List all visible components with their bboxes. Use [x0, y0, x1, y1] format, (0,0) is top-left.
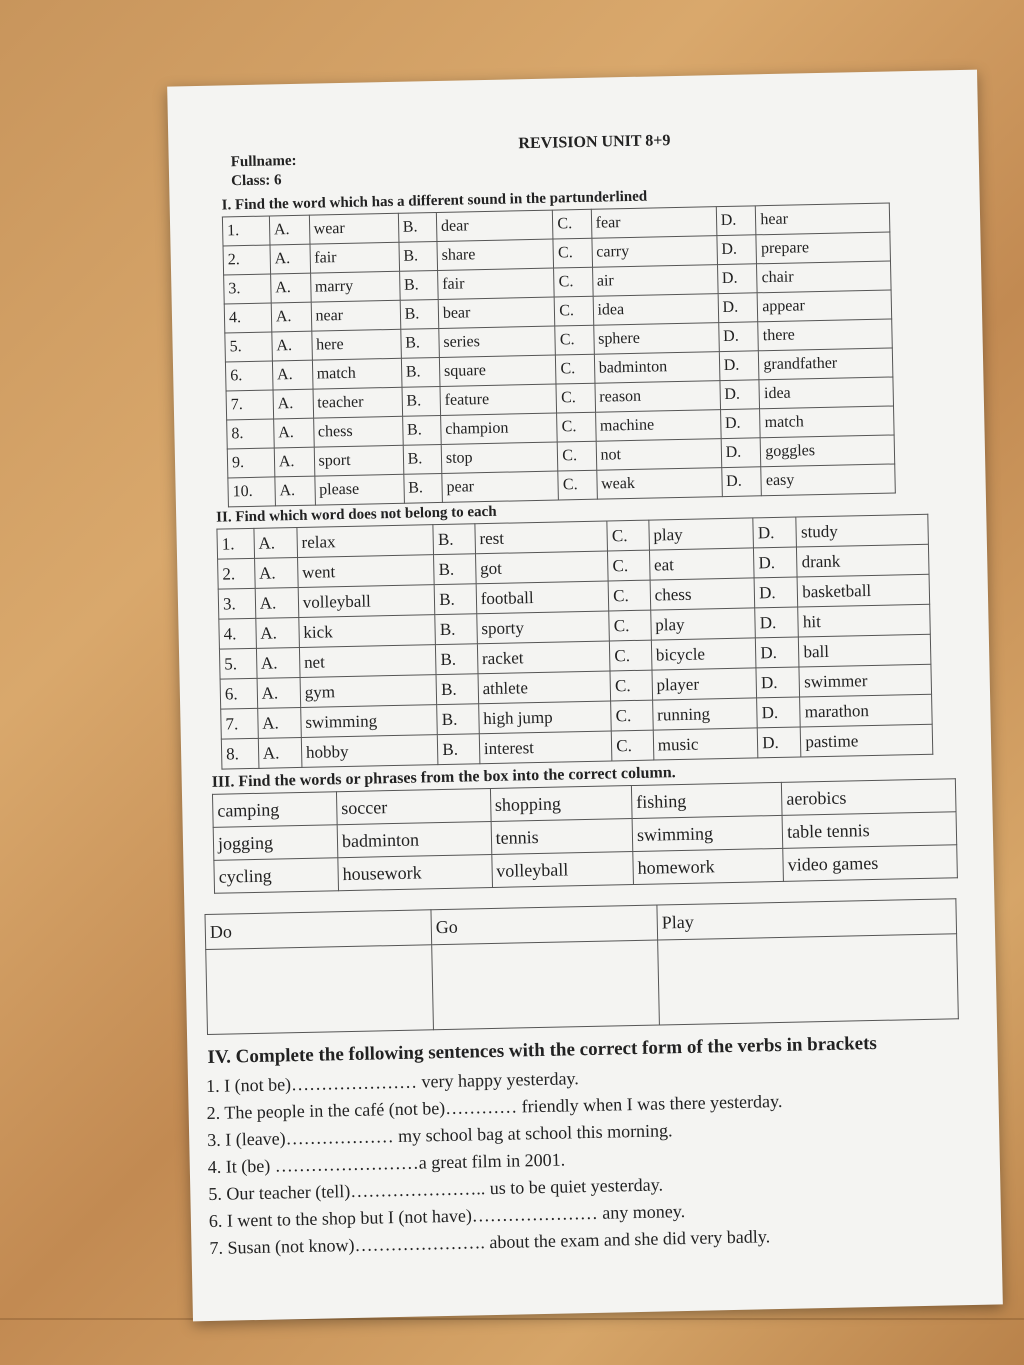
section2-cell: B.	[434, 584, 476, 615]
section2-cell: C.	[609, 610, 651, 641]
section2-cell: went	[297, 555, 434, 588]
section2-cell: A.	[254, 527, 298, 558]
section2-cell: D.	[756, 667, 800, 698]
section1-cell: bear	[438, 297, 555, 328]
column-go: Go	[431, 905, 658, 945]
section2-cell: relax	[297, 525, 434, 558]
section2-cell: study	[796, 514, 928, 547]
section2-cell: 7.	[221, 708, 258, 739]
section2-cell: D.	[755, 607, 799, 638]
section1-cell: stop	[441, 442, 558, 473]
answer-cell-go[interactable]	[432, 940, 660, 1030]
section1-cell: weak	[596, 468, 722, 500]
column-do: Do	[205, 910, 432, 950]
section1-cell: B.	[398, 213, 437, 243]
sentence-item: 5. Our teacher (tell)………………….. us to be quiet yesterday.	[208, 1174, 664, 1204]
section1-cell: A.	[275, 476, 315, 506]
section1-cell: grandfather	[759, 348, 893, 380]
section2-cell: rest	[475, 521, 608, 554]
section2-cell: sporty	[477, 611, 610, 644]
section1-cell: carry	[592, 236, 718, 268]
word-box-cell: homework	[633, 848, 784, 884]
section1-cell: pear	[442, 471, 559, 502]
section2-cell: D.	[753, 517, 797, 548]
section1-cell: A.	[272, 360, 312, 390]
section1-cell: please	[314, 474, 404, 505]
section1-cell: B.	[403, 473, 442, 503]
section2-cell: 6.	[220, 678, 257, 709]
section1-cell: fear	[591, 207, 717, 239]
section1-cell: chair	[757, 261, 891, 293]
word-box-cell: housework	[338, 854, 492, 890]
section1-cell: here	[311, 329, 401, 360]
section1-cell: fair	[437, 268, 554, 299]
section1-cell: idea	[593, 294, 719, 326]
answer-cell-do[interactable]	[206, 945, 434, 1035]
word-box-cell: video games	[783, 845, 957, 882]
section1-cell: D.	[718, 322, 758, 352]
section1-cell: teacher	[313, 387, 403, 418]
section1-cell: A.	[270, 244, 310, 274]
section1-cell: C.	[558, 441, 597, 471]
section2-cell: D.	[754, 547, 798, 578]
section1-cell: D.	[721, 438, 761, 468]
section2-cell: swimming	[301, 705, 438, 738]
section2-cell: bicycle	[651, 638, 756, 670]
section1-cell: A.	[271, 302, 311, 332]
section1-cell: B.	[400, 299, 439, 329]
section1-cell: C.	[554, 267, 593, 297]
section1-cell: badminton	[594, 352, 720, 384]
section2-cell: 3.	[218, 588, 255, 619]
sentence-item: 3. I (leave)……………… my school bag at school this morning.	[207, 1120, 673, 1151]
section2-cell: 1.	[217, 528, 254, 559]
answer-cell-play[interactable]	[658, 934, 959, 1025]
word-box-cell: jogging	[213, 825, 338, 861]
fullname-label: Fullname:	[230, 152, 297, 171]
word-box-cell: volleyball	[491, 852, 633, 888]
sentence-item: 6. I went to the shop but I (not have)………………… any money.	[208, 1201, 686, 1231]
word-box-cell: soccer	[336, 789, 490, 825]
word-box-cell: cycling	[214, 858, 339, 894]
section1-heading: I. Find the word which has a different sound in the partunderlined	[221, 188, 648, 214]
section1-cell: D.	[720, 380, 760, 410]
section2-cell: C.	[610, 640, 652, 671]
section1-cell: B.	[402, 415, 441, 445]
section1-cell: chess	[313, 416, 403, 447]
section1-cell: 5.	[225, 332, 272, 362]
section2-cell: B.	[438, 734, 480, 765]
section1-cell: reason	[595, 381, 721, 413]
floor-board-seam	[0, 1318, 1024, 1320]
section2-cell: swimmer	[799, 664, 931, 697]
section1-cell: C.	[558, 470, 597, 500]
section1-cell: D.	[718, 293, 758, 323]
section1-cell: near	[311, 300, 401, 331]
section1-cell: C.	[553, 238, 592, 268]
word-box-cell: fishing	[631, 782, 782, 818]
section1-cell: D.	[721, 467, 761, 497]
section1-cell: B.	[399, 270, 438, 300]
section1-cell: series	[439, 326, 556, 357]
section2-cell: kick	[299, 615, 436, 648]
class-label: Class: 6	[230, 172, 282, 190]
section1-cell: C.	[555, 325, 594, 355]
section2-cell: B.	[433, 524, 475, 555]
section1-cell: 2.	[223, 245, 270, 275]
section4-sentences	[206, 1057, 972, 1262]
section2-cell: D.	[757, 697, 801, 728]
section2-heading: II. Find which word does not belong to each	[216, 503, 497, 526]
section2-cell: music	[653, 728, 758, 760]
word-box-cell: aerobics	[782, 779, 956, 816]
section2-cell: D.	[757, 727, 801, 758]
sentence-item: 2. The people in the café (not be)………… friendly when I was there yesterday.	[206, 1090, 783, 1124]
sentence-item: 7. Susan (not know)…………………. about the exam and she did very badly.	[209, 1226, 771, 1258]
section2-cell: 4.	[219, 618, 256, 649]
section2-cell: C.	[608, 550, 650, 581]
section1-cell: A.	[273, 389, 313, 419]
section1-cell: C.	[556, 383, 595, 413]
section2-cell: A.	[255, 587, 299, 618]
section2-cell: athlete	[478, 671, 611, 704]
word-box-cell: table tennis	[782, 812, 956, 849]
section1-cell: D.	[717, 235, 757, 265]
section1-cell: A.	[274, 447, 314, 477]
section2-cell: volleyball	[298, 585, 435, 618]
section2-cell: running	[652, 698, 757, 730]
section3-heading: III. Find the words or phrases from the box into the correct column.	[211, 764, 676, 791]
section1-cell: fair	[310, 242, 400, 273]
section1-cell: A.	[269, 215, 309, 245]
section2-cell: B.	[436, 644, 478, 675]
section2-cell: interest	[479, 731, 612, 764]
section1-cell: 7.	[226, 390, 273, 420]
section1-cell: champion	[440, 413, 557, 444]
section2-cell: hit	[798, 604, 930, 637]
section2-cell: marathon	[800, 694, 932, 727]
section1-cell: B.	[400, 328, 439, 358]
section1-cell: 1.	[222, 216, 269, 246]
section1-cell: feature	[440, 384, 557, 415]
section2-cell: B.	[437, 704, 479, 735]
section2-cell: 5.	[219, 648, 256, 679]
section2-cell: B.	[435, 614, 477, 645]
section3-word-box	[212, 778, 958, 894]
section1-cell: goggles	[760, 435, 894, 467]
section1-cell: air	[592, 265, 718, 297]
section1-cell: C.	[553, 209, 592, 239]
section1-cell: C.	[556, 354, 595, 384]
word-box-cell: swimming	[632, 815, 783, 851]
section2-cell: C.	[611, 730, 653, 761]
section1-cell: marry	[310, 271, 400, 302]
word-box-cell: shopping	[490, 786, 632, 822]
section1-cell: D.	[719, 351, 759, 381]
section2-cell: C.	[607, 520, 649, 551]
section1-cell: D.	[716, 206, 756, 236]
section1-cell: sphere	[593, 323, 719, 355]
section2-cell: D.	[754, 577, 798, 608]
section2-table	[216, 514, 933, 770]
section2-cell: A.	[256, 647, 300, 678]
section2-cell: D.	[756, 637, 800, 668]
section1-cell: wear	[309, 213, 399, 244]
section2-cell: play	[649, 518, 754, 550]
section2-cell: C.	[608, 580, 650, 611]
section2-cell: play	[650, 608, 755, 640]
section1-cell: there	[758, 319, 892, 351]
section1-cell: 4.	[224, 303, 271, 333]
section2-cell: 8.	[221, 738, 258, 769]
section1-cell: appear	[757, 290, 891, 322]
section4-heading: IV. Complete the following sentences with the correct form of the verbs in brackets	[207, 1032, 878, 1068]
section1-cell: B.	[399, 242, 438, 272]
section2-cell: B.	[434, 554, 476, 585]
section2-cell: drank	[797, 544, 929, 577]
section1-cell: B.	[402, 386, 441, 416]
section2-cell: A.	[256, 617, 300, 648]
section2-cell: A.	[257, 677, 301, 708]
section1-cell: 8.	[227, 419, 274, 449]
section1-table	[222, 203, 896, 508]
section1-cell: C.	[557, 412, 596, 442]
sentence-item: 4. It (be) ……………………a great film in 2001.	[207, 1149, 566, 1178]
sentence-item: 1. I (not be)………………… very happy yesterday.	[205, 1068, 579, 1097]
section2-cell: pastime	[801, 724, 933, 757]
section1-cell: 6.	[225, 361, 272, 391]
section2-cell: got	[475, 551, 608, 584]
column-play: Play	[657, 899, 957, 940]
word-box-cell: badminton	[337, 822, 491, 858]
section2-cell: A.	[258, 737, 302, 768]
section2-cell: C.	[610, 670, 652, 701]
section2-cell: basketball	[797, 574, 929, 607]
section2-cell: football	[476, 581, 609, 614]
section2-cell: racket	[477, 641, 610, 674]
section1-cell: hear	[756, 203, 890, 235]
section1-cell: machine	[595, 410, 721, 442]
section2-cell: eat	[649, 548, 754, 580]
section2-cell: A.	[254, 557, 298, 588]
section1-cell: easy	[761, 464, 895, 496]
section1-cell: dear	[436, 210, 553, 241]
section1-cell: not	[596, 439, 722, 471]
section1-cell: A.	[273, 418, 313, 448]
section1-cell: square	[439, 355, 556, 386]
section1-cell: idea	[759, 377, 893, 409]
section1-cell: share	[437, 239, 554, 270]
section2-cell: C.	[611, 700, 653, 731]
word-box-cell: tennis	[491, 819, 633, 855]
section2-cell: net	[299, 645, 436, 678]
section1-cell: prepare	[756, 232, 890, 264]
section3-answer-columns	[204, 898, 958, 1035]
section2-cell: hobby	[301, 735, 438, 768]
section1-cell: match	[312, 358, 402, 389]
section1-cell: match	[760, 406, 894, 438]
section1-cell: C.	[554, 296, 593, 326]
section1-cell: sport	[314, 445, 404, 476]
section2-cell: 2.	[218, 558, 255, 589]
section1-cell: A.	[272, 331, 312, 361]
section1-cell: B.	[403, 444, 442, 474]
worksheet-paper	[167, 70, 1003, 1322]
section2-cell: player	[652, 668, 757, 700]
section2-cell: B.	[436, 674, 478, 705]
section2-cell: ball	[799, 634, 931, 667]
section1-cell: 3.	[224, 274, 271, 304]
section1-cell: 10.	[228, 477, 275, 507]
section1-cell: D.	[717, 264, 757, 294]
section2-cell: chess	[650, 578, 755, 610]
section1-cell: A.	[270, 273, 310, 303]
section2-cell: high jump	[478, 701, 611, 734]
section2-cell: A.	[257, 707, 301, 738]
section1-cell: 9.	[227, 448, 274, 478]
page-title: REVISION UNIT 8+9	[518, 132, 671, 153]
section1-cell: D.	[720, 409, 760, 439]
word-box-cell: camping	[212, 792, 337, 828]
section1-cell: B.	[401, 357, 440, 387]
section2-cell: gym	[300, 675, 437, 708]
